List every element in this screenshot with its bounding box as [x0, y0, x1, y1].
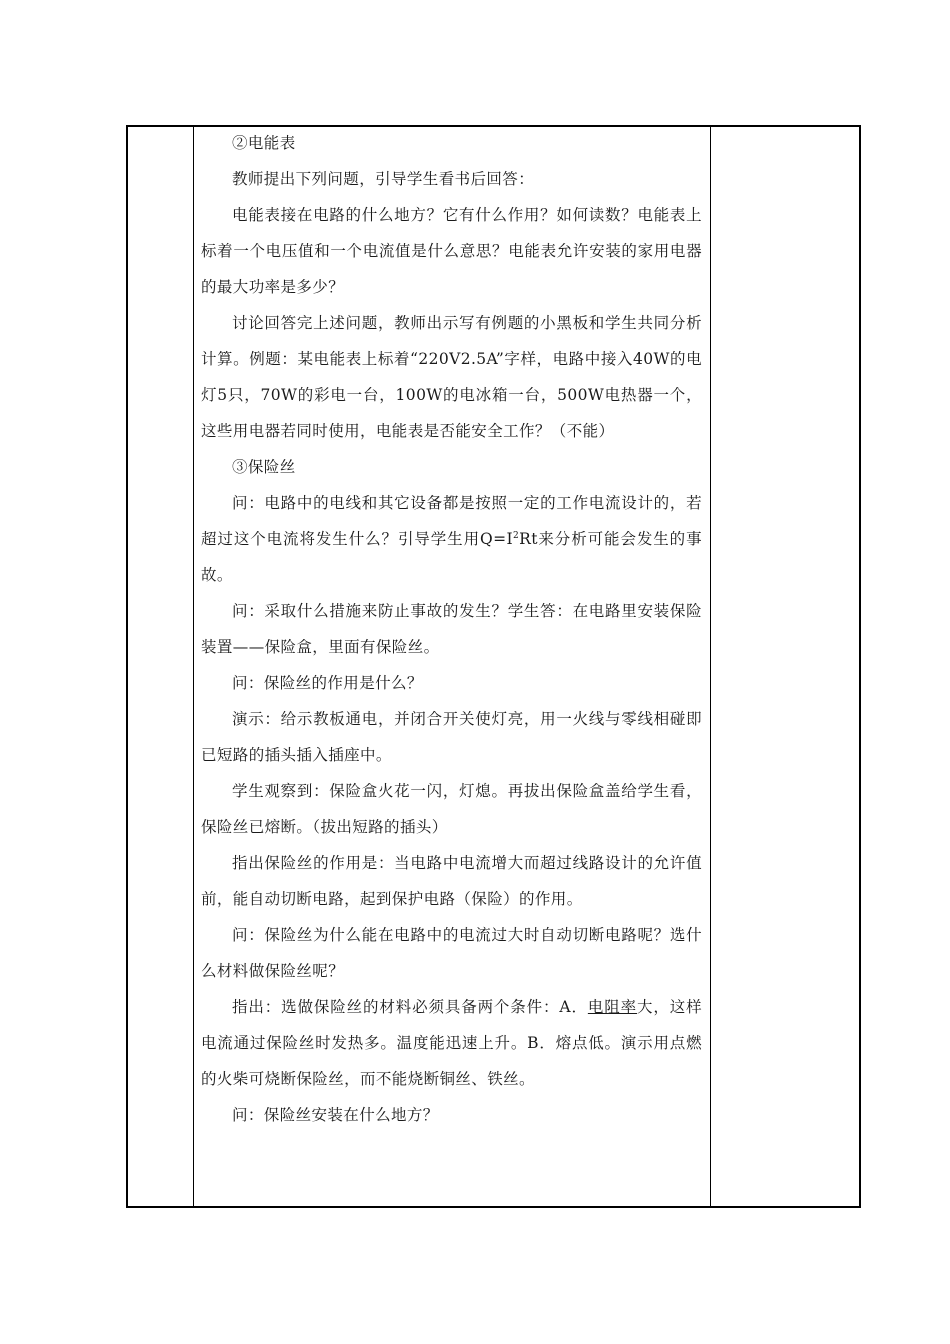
paragraph-material-conditions — [201, 989, 702, 1097]
paragraph-fuse-function: 指出保险丝的作用是：当电路中电流增大而超过线路设计的允许值前，能自动切断电路，起到保护电路（保险）的作用。 — [201, 854, 702, 908]
question-current-text-b: Rt来分析可能会发生的事故。 — [201, 530, 702, 584]
lesson-content — [201, 125, 702, 1133]
question-current-text-a: 问：电路中的电线和其它设备都是按照一定的工作电流设计的，若超过这个电流将发生什么？引导学生用Q=I — [201, 494, 702, 548]
paragraph-question-location: 问：保险丝安装在什么地方？ — [232, 1106, 439, 1124]
left-column-cell — [128, 127, 192, 1206]
underlined-resistivity: 电阻率 — [587, 998, 637, 1016]
paragraph-question-measures: 问：采取什么措施来防止事故的发生？学生答：在电路里安装保险装置——保险盒，里面有保险丝。 — [201, 602, 702, 656]
material-text-b: 大，这样电流通过保险丝时发热多。温度能迅速上升。B．熔点低。演示用点燃的火柴可烧断保险丝，而不能烧断铜丝、铁丝。 — [201, 998, 702, 1088]
material-text-a: 指出：选做保险丝的材料必须具备两个条件：A． — [232, 998, 588, 1016]
paragraph-observation: 学生观察到：保险盒火花一闪，灯熄。再拔出保险盒盖给学生看，保险丝已熔断。（拔出短路的插头） — [201, 782, 702, 836]
paragraph-example-problem: 讨论回答完上述问题，教师出示写有例题的小黑板和学生共同分析计算。例题：某电能表上标着“220V2.5A”字样，电路中接入40W的电灯5只，70W的彩电一台，100W的电冰箱一台，500W电热器一个，这些用电器若同时使用，电能表是否能安全工作？（不能） — [201, 314, 702, 440]
heading-fuse: ③保险丝 — [232, 458, 296, 476]
heading-electric-meter: ②电能表 — [232, 134, 296, 152]
paragraph-question-current — [201, 485, 702, 593]
superscript-2: 2 — [513, 530, 520, 541]
paragraph-demonstration: 演示：给示教板通电，并闭合开关使灯亮，用一火线与零线相碰即已短路的插头插入插座中。 — [201, 710, 702, 764]
paragraph-question-why: 问：保险丝为什么能在电路中的电流过大时自动切断电路呢？选什么材料做保险丝呢？ — [201, 926, 702, 980]
right-column-cell — [711, 127, 859, 1206]
paragraph-question-fuse-role: 问：保险丝的作用是什么？ — [232, 674, 423, 692]
column-divider-left — [193, 127, 194, 1206]
paragraph-teacher-questions: 教师提出下列问题，引导学生看书后回答： — [232, 170, 535, 188]
paragraph-meter-questions: 电能表接在电路的什么地方？它有什么作用？如何读数？电能表上标着一个电压值和一个电流值是什么意思？电能表允许安装的家用电器的最大功率是多少？ — [201, 206, 702, 296]
